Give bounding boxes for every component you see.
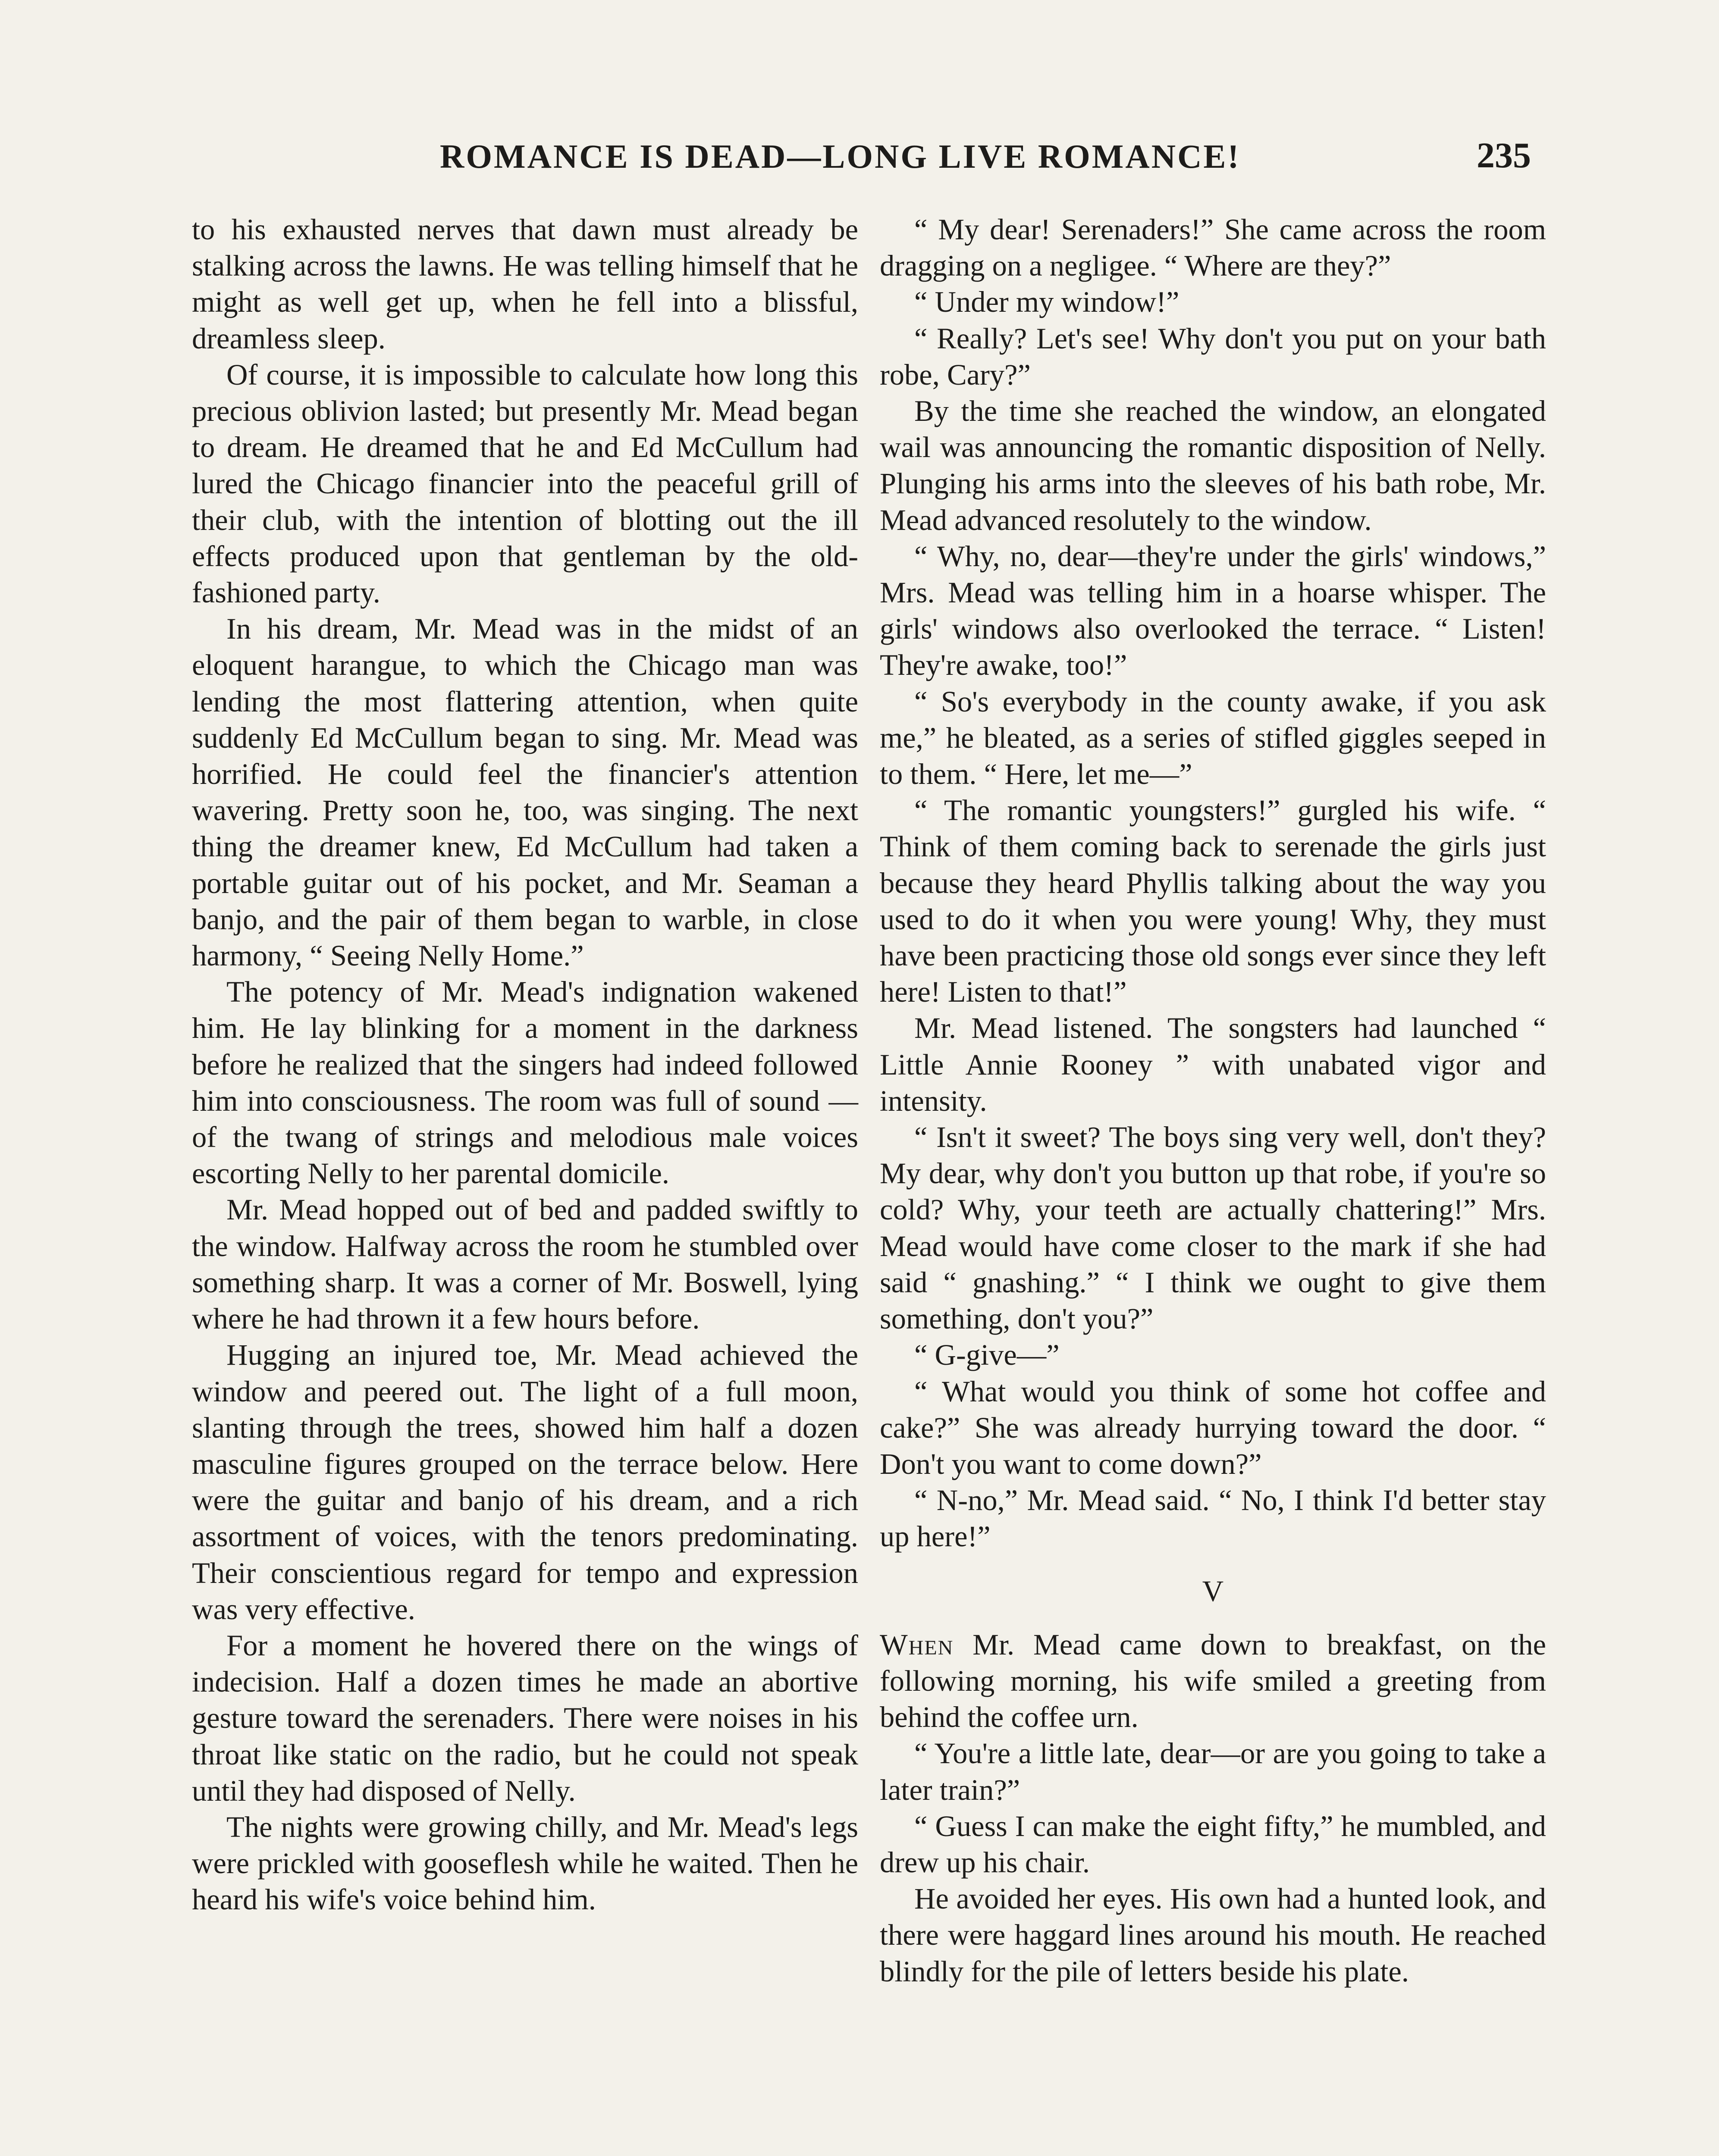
paragraph: Of course, it is impossible to calculate how long this precious oblivion lasted; but presently Mr. Mead began to dream. He dreamed that he and Ed McCullum had lured the Chicago financier into the peaceful grill of their club, with the intention of blotting out the ill effects produced upon that gentleman by the old-fashioned party. <box>192 358 858 609</box>
paragraph: Mr. Mead listened. The songsters had launched “ Little Annie Rooney ” with unabated vigor and intensity. <box>880 1012 1546 1117</box>
drop-word: When <box>880 1628 954 1661</box>
paragraph: By the time she reached the window, an elongated wail was announcing the romantic disposition of Nelly. Plunging his arms into the sleeves of his bath robe, Mr. Mead advanced resolutely to the window. <box>880 395 1546 536</box>
paragraph: “ Why, no, dear—they're under the girls' windows,” Mrs. Mead was telling him in a hoarse whisper. The girls' windows also overlooked the terrace. “ Listen! They're awake, too!” <box>880 539 1546 682</box>
paragraph: For a moment he hovered there on the wings of indecision. Half a dozen times he made an abortive gesture toward the serenaders. There were noises in his throat like static on the radio, but he could not speak until they had disposed of Nelly. <box>192 1629 858 1807</box>
paragraph: “ G-give—” <box>914 1338 1060 1372</box>
paragraph <box>880 1626 1546 1736</box>
paragraph: “ Guess I can make the eight fifty,” he mumbled, and drew up his chair. <box>880 1809 1546 1879</box>
paragraph: “ Really? Let's see! Why don't you put on your bath robe, Cary?” <box>880 322 1546 391</box>
page-number: 235 <box>1477 135 1531 175</box>
paragraph: “ Under my window!” <box>914 285 1179 319</box>
paragraph: The potency of Mr. Mead's indignation wakened him. He lay blinking for a moment in the darkness before he realized that the singers had indeed followed him into consciousness. The room was full of sound —of the twang of strings and melodious male voices escorting Nelly to her parental domicile. <box>192 975 858 1190</box>
section-heading: V <box>1202 1574 1224 1608</box>
paragraph: “ The romantic youngsters!” gurgled his wife. “ Think of them coming back to serenade the girls just because they heard Phyllis talking about the way you used to do it when you were young! Why, they must have been practicing those old songs ever since they left here! Listen to that!” <box>880 794 1546 1009</box>
paragraph: “ You're a little late, dear—or are you going to take a later train?” <box>880 1737 1546 1806</box>
paragraph-text: Mr. Mead came down to breakfast, on the following morning, his wife smiled a greeting from behind the coffee urn. <box>880 1628 1546 1734</box>
paragraph: Hugging an injured toe, Mr. Mead achieved the window and peered out. The light of a full moon, slanting through the trees, showed him half a dozen masculine figures grouped on the terrace below. Here were the guitar and banjo of his dream, and a rich assortment of voices, with the tenors predominating. Their conscientious regard for tempo and expression was very effective. <box>192 1338 858 1626</box>
right-column <box>880 211 1546 1990</box>
running-header <box>181 137 1531 185</box>
paragraph: “ My dear! Serenaders!” She came across the room dragging on a negligee. “ Where are they?” <box>880 213 1546 282</box>
paragraph: In his dream, Mr. Mead was in the midst of an eloquent harangue, to which the Chicago man was lending the most flattering attention, when quite suddenly Ed McCullum began to sing. Mr. Mead was horrified. He could feel the financier's attention wavering. Pretty soon he, too, was singing. The next thing the dreamer knew, Ed McCullum had taken a portable guitar out of his pocket, and Mr. Seaman a banjo, and the pair of them began to warble, in close harmony, “ Seeing Nelly Home.” <box>192 612 858 972</box>
left-column <box>192 211 858 1918</box>
paragraph: “ What would you think of some hot coffee and cake?” She was already hurrying toward the door. “ Don't you want to come down?” <box>880 1375 1546 1480</box>
paragraph: The nights were growing chilly, and Mr. Mead's legs were prickled with gooseflesh while he waited. Then he heard his wife's voice behind him. <box>192 1810 858 1916</box>
running-title: ROMANCE IS DEAD—LONG LIVE ROMANCE! <box>440 138 1241 175</box>
paragraph: to his exhausted nerves that dawn must already be stalking across the lawns. He was telling himself that he might as well get up, when he fell into a blissful, dreamless sleep. <box>192 213 858 355</box>
paragraph: Mr. Mead hopped out of bed and padded swiftly to the window. Halfway across the room he stumbled over something sharp. It was a corner of Mr. Boswell, lying where he had thrown it a few hours before. <box>192 1193 858 1335</box>
paragraph: “ Isn't it sweet? The boys sing very well, don't they? My dear, why don't you button up that robe, if you're so cold? Why, your teeth are actually chattering!” Mrs. Mead would have come closer to the mark if she had said “ gnashing.” “ I think we ought to give them something, don't you?” <box>880 1121 1546 1335</box>
paragraph: “ N-no,” Mr. Mead said. “ No, I think I'd better stay up here!” <box>880 1484 1546 1553</box>
paragraph: “ So's everybody in the county awake, if you ask me,” he bleated, as a series of stifled giggles seeped in to them. “ Here, let me—” <box>880 685 1546 791</box>
paragraph: He avoided her eyes. His own had a hunted look, and there were haggard lines around his mouth. He reached blindly for the pile of letters beside his plate. <box>880 1882 1546 1988</box>
